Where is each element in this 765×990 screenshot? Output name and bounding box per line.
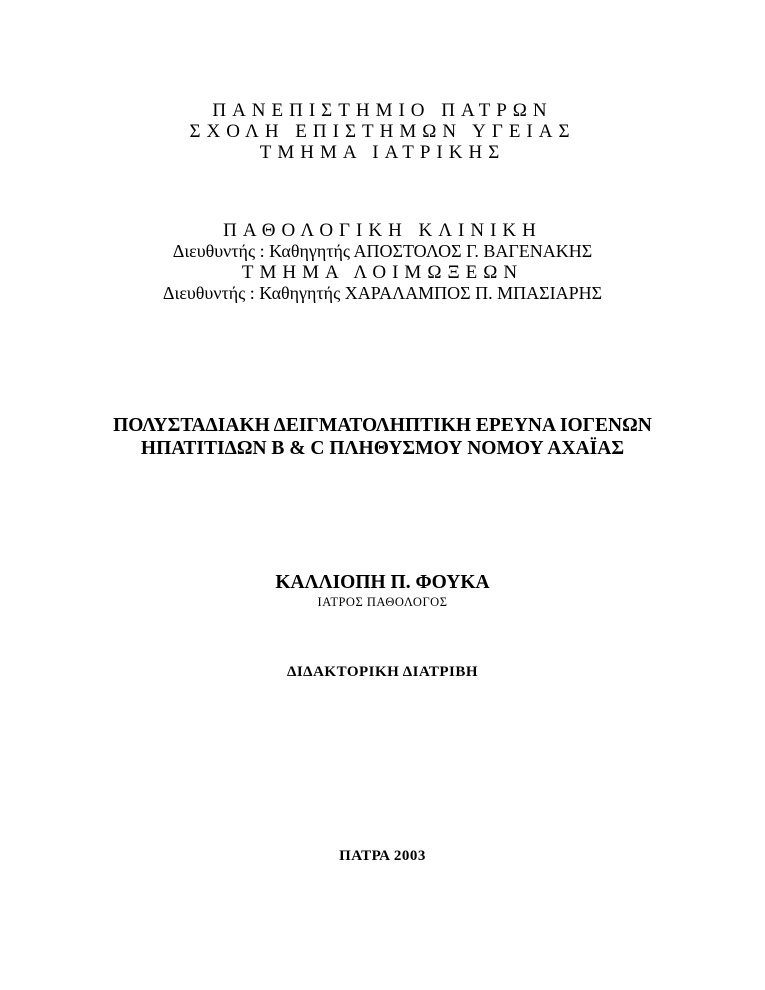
- thesis-title-line-1: ΠΟΛΥΣΤΑΔΙΑΚΗ ΔΕΙΓΜΑΤΟΛΗΠΤΙΚΗ ΕΡΕΥΝΑ ΙΟΓΕΝΩΝ: [113, 415, 652, 436]
- author-block: [0, 572, 765, 610]
- school-name: ΣΧΟΛΗ ΕΠΙΣΤΗΜΩΝ ΥΓΕΙΑΣ: [189, 121, 576, 142]
- thesis-title-line-2: ΗΠΑΤΙΤΙΔΩΝ Β & C ΠΛΗΘΥΣΜΟΥ ΝΟΜΟΥ ΑΧΑΪΑΣ: [140, 438, 625, 459]
- thesis-title: [0, 414, 765, 460]
- author-name: ΚΑΛΛΙΟΠΗ Π. ΦΟΥΚΑ: [275, 572, 490, 593]
- clinic-director: Διευθυντής : Καθηγητής ΑΠΟΣΤΟΛΟΣ Γ. ΒΑΓΕΝΑΚΗΣ: [172, 241, 593, 261]
- document-type-block: [0, 663, 765, 681]
- unit-name: ΤΜΗΜΑ ΛΟΙΜΩΞΕΩΝ: [241, 262, 524, 283]
- place-year-block: [0, 847, 765, 865]
- document-type: ΔΙΔΑΚΤΟΡΙΚΗ ΔΙΑΤΡΙΒΗ: [286, 664, 479, 680]
- clinic-header: [0, 220, 765, 304]
- university-header: [0, 100, 765, 163]
- clinic-name: ΠΑΘΟΛΟΓΙΚΗ ΚΛΙΝΙΚΗ: [223, 220, 542, 241]
- university-name: ΠΑΝΕΠΙΣΤΗΜΙΟ ΠΑΤΡΩΝ: [212, 100, 553, 121]
- author-profession: ΙΑΤΡΟΣ ΠΑΘΟΛΟΓΟΣ: [317, 595, 448, 609]
- place-year: ΠΑΤΡΑ 2003: [339, 848, 426, 864]
- department-name: ΤΜΗΜΑ ΙΑΤΡΙΚΗΣ: [259, 142, 506, 163]
- unit-director: Διευθυντής : Καθηγητής ΧΑΡΑΛΑΜΠΟΣ Π. ΜΠΑΣΙΑΡΗΣ: [162, 283, 603, 303]
